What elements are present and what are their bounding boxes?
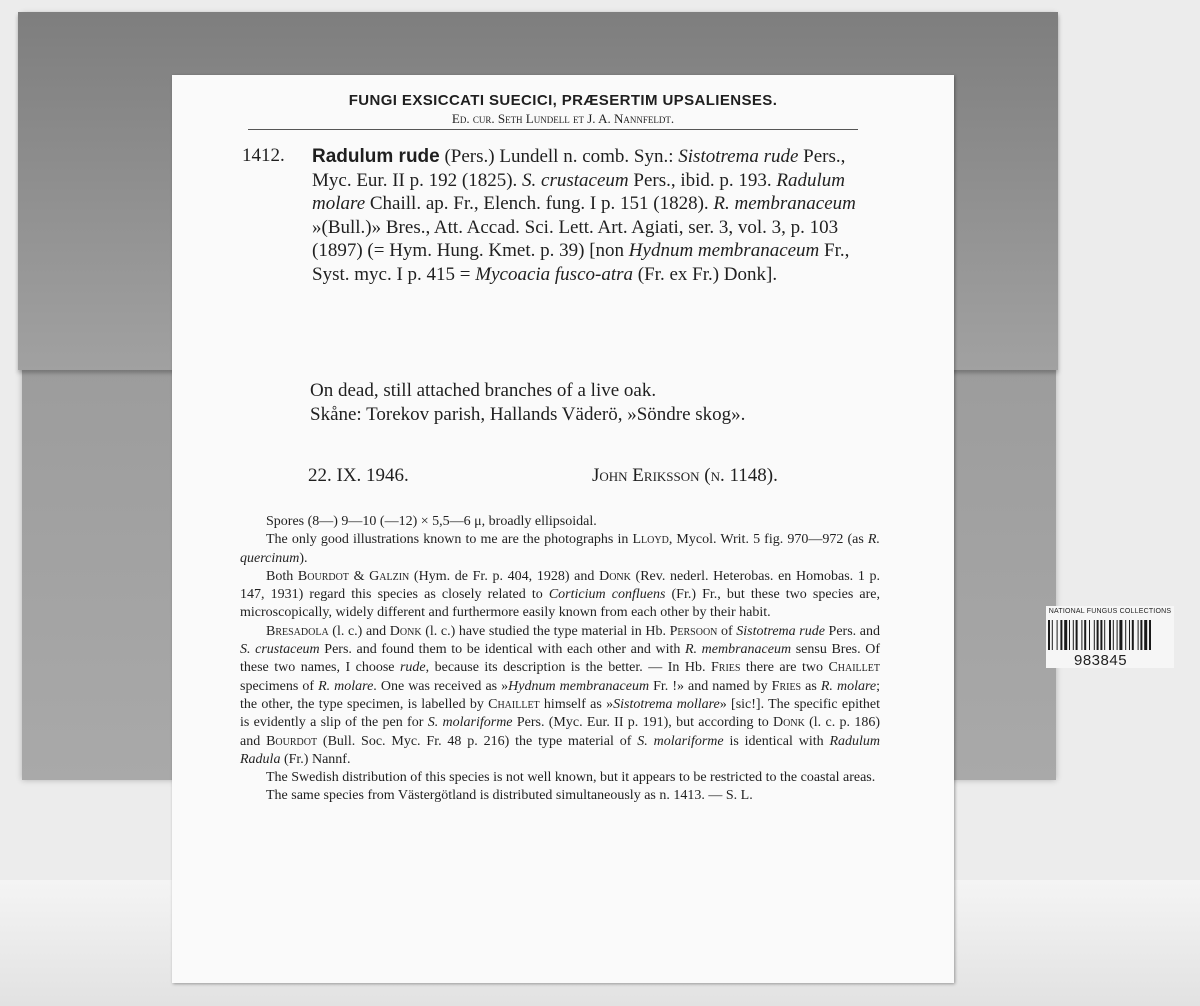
note-paragraph: Bresadola (l. c.) and Donk (l. c.) have studied the type material in Hb. Persoon of Sistotrema rude Pers. and S. crustaceum Pers. and found them to be identical with each other and with R. membranaceum sensu Bres. Of these two names, I choose rude, because its description is the better. — In Hb. Fries there are two Chaillet specimens of R. molare. One was received as »Hydnum membranaceum Fr. !» and named by Fries as R. molare; the other, the type specimen, is labelled by Chaillet himself as »Sistotrema mollare» [sic!]. The specific epithet is evidently a slip of the pen for S. molariforme Pers. (Myc. Eur. II p. 191), but according to Donk (l. c. p. 186) and Bourdot (Bull. Soc. Myc. Fr. 48 p. 216) the type material of S. molariforme is identical with Radulum Radula (Fr.) Nannf. [240,623,881,767]
barcode-caption: NATIONAL FUNGUS COLLECTIONS [1048,608,1172,615]
note-paragraph: The same species from Västergötland is distributed simultaneously as n. 1413. — S. L. [266,788,753,804]
barcode-icon [1048,620,1172,650]
collection-date: 22. IX. 1946. [308,465,409,486]
synonym: R. membranaceum [713,193,856,215]
note-paragraph: The Swedish distribution of this species is not well known, but it appears to be restricted to the coastal areas. [266,770,876,786]
editors-line: Ed. cur. Seth Lundell et J. A. Nannfeldt. [451,111,675,126]
locality-line: Skåne: Torekov parish, Hallands Väderö, »Söndre skog». [310,403,746,425]
synonym: Sistotrema rude [678,146,799,167]
header-rule [248,129,858,130]
synonym: Mycoacia fusco-atra [475,263,634,285]
habitat-block [310,379,890,426]
taxon-name: Radulum rude [312,146,440,167]
synonym: S. crustaceum [522,169,629,191]
collector: John Eriksson (n. 1148). [592,465,778,486]
note-paragraph: Spores (8—) 9—10 (—12) × 5,5—6 μ, broadly ellipsoidal. [266,514,597,529]
synonym: Hydnum membranaceum [628,240,820,262]
entry-text: »(Bull.)» Bres., Att. Accad. Sci. Lett. Art. Agiati, ser. 3, vol. 3, p. 103 (1897) (= Hym. Hung. Kmet. p. 39) [non [312,216,839,262]
note-paragraph: The only good illustrations known to me are the photographs in Lloyd, Mycol. Writ. 5 fig. 970—972 (as R. quercinum). [240,532,880,566]
exsiccata-label [172,75,954,983]
entry-text: Pers., ibid. p. 193. [628,169,777,191]
barcode-label [1046,606,1174,668]
entry-text: (Pers.) Lundell n. comb. Syn.: [439,146,679,167]
note-paragraph: Both Bourdot & Galzin (Hym. de Fr. p. 404, 1928) and Donk (Rev. nederl. Heterobas. en Homobas. 1 p. 147, 1931) regard this species as closely related to Corticium confluens (Fr.) Fr., but these two species are, microscopically, widely different and furthermore easily known from each other by their habit. [240,568,880,621]
entry-text: (Fr. ex Fr.) Donk]. [633,263,778,285]
synonym: Radulum molare [312,169,846,215]
habitat-line: On dead, still attached branches of a live oak. [310,380,657,401]
taxon-entry [312,145,886,287]
entry-text: Pers., Myc. Eur. II p. 192 (1825). [312,146,846,191]
entry-text: Fr., Syst. myc. I p. 415 = [312,240,850,285]
notes-block [240,513,880,806]
barcode-number: 983845 [1074,652,1128,669]
series-title: FUNGI EXSICCATI SUECICI, PRÆSERTIM UPSALIENSES. [348,92,778,109]
entry-text: Chaill. ap. Fr., Elench. fung. I p. 151 (1828). [365,193,714,215]
exsiccata-number: 1412. [242,145,285,166]
